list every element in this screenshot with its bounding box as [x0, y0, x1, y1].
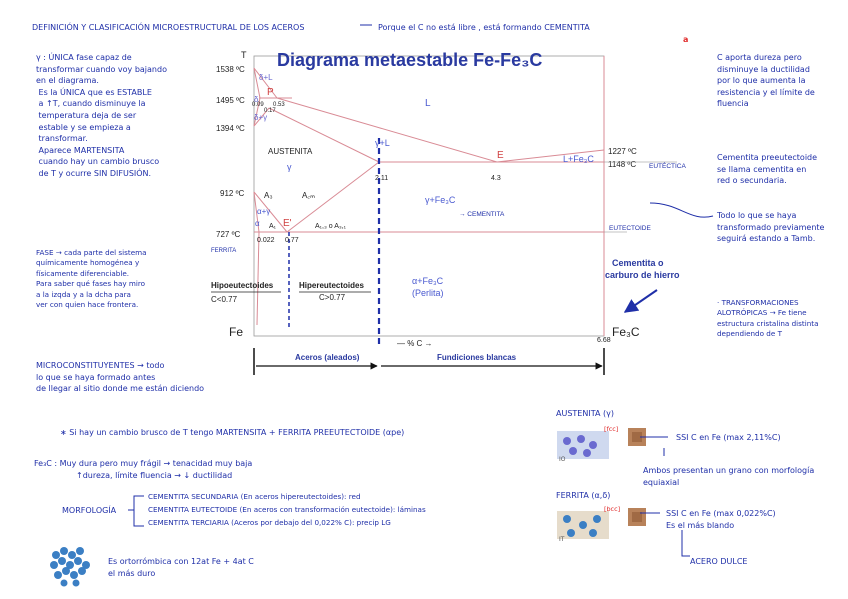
region-gamma-fe3c: γ+Fe₃C: [425, 195, 456, 205]
red-mark: a: [683, 35, 689, 44]
band-aceros: Aceros (aleados): [295, 353, 360, 362]
axis-t-label: T: [241, 50, 247, 60]
region-delta-l: δ+L: [259, 73, 273, 82]
region-delta: δ: [254, 95, 259, 104]
morfologia-1: CEMENTITA SECUNDARIA (En aceros hipereutectoides): red: [148, 492, 361, 501]
fcc-label: [fcc]: [604, 425, 619, 433]
region-l-fe3c: L+Fe₃C: [563, 154, 594, 164]
liquidus: [277, 98, 604, 162]
eutectoide-annotation: EUTECTOIDE: [609, 225, 651, 232]
fe-fe3c-diagram: [207, 30, 707, 390]
point-e-prime: E': [283, 218, 292, 229]
region-gamma: γ: [287, 162, 292, 172]
fe-label: Fe: [229, 325, 244, 339]
transformaciones-note: · TRANSFORMACIONES ALOTRÓPICAS → Fe tiene estructura cristalina distinta dependiendo de T: [717, 298, 819, 339]
region-a1: A₁: [269, 223, 277, 230]
diagram-title: Diagrama metaestable Fe-Fe₃C: [277, 50, 543, 70]
temp-727: 727 ºC: [216, 230, 241, 239]
orthorhombic-crystal-icon: [46, 545, 96, 589]
temp-1227: 1227 ºC: [608, 147, 637, 156]
band-hiper: Hipereutectoides: [299, 281, 364, 290]
svg-text:IO: IO: [559, 456, 566, 463]
acm-line: [287, 162, 379, 232]
fcc-cube-icon: [626, 426, 648, 448]
morfologia-3: CEMENTITA TERCIARIA (Aceros por debajo del 0,022% C): precip LG: [148, 518, 391, 527]
comp-017: 0.17: [264, 108, 276, 114]
morfologia-label: MORFOLOGÍA: [62, 506, 117, 515]
region-austenita: AUSTENITA: [268, 147, 313, 156]
cementita-pre-note: Cementita preeutectoide se llama cementita en red o secundaria.: [717, 153, 818, 186]
comp-43: 4.3: [491, 175, 501, 182]
band-hipo-c: C<0.77: [211, 295, 238, 304]
temp-1394: 1394 ºC: [216, 124, 245, 133]
gamma-note: γ : ÚNICA fase capaz de transformar cuando voy bajando en el diagrama. Es la ÚNICA que es ESTABLE a ↑T, cuando disminuye la temperatura deja de ser estable y se empieza a transformar. Aparece MARTENSITA cuando hay un cambio brusco de T y ocurre SIN DIFUSIÓN.: [36, 53, 167, 178]
bcc-cube-icon: [626, 506, 648, 528]
temp-1538: 1538 ºC: [216, 65, 245, 74]
morfologia-2: CEMENTITA EUTECTOIDE (En aceros con transformación eutectoide): láminas: [148, 505, 426, 514]
ferrita-crystal-label: FERRITA (α,δ): [556, 491, 611, 500]
page-heading: DEFINICIÓN Y CLASIFICACIÓN MICROESTRUCTURAL DE LOS ACEROS: [32, 23, 305, 32]
temp-1495: 1495 ºC: [216, 96, 245, 105]
fe3c-note-1: Fe₃C : Muy dura pero muy frágil → tenacidad muy baja: [34, 459, 253, 468]
region-acm: A꜀ₘ: [302, 191, 316, 200]
microconstituyentes-note: MICROCONSTITUYENTES → todo lo que se haya formado antes de llegar al sitio donde me están diciendo: [36, 361, 205, 394]
ortorrombica-note: Es ortorrómbica con 12at Fe + 4at C el más duro: [108, 557, 254, 578]
fe3c-axis-label: Fe₃C: [612, 325, 640, 339]
band-hipo: Hipoeutectoides: [211, 281, 274, 290]
temp-912: 912 ºC: [220, 189, 245, 198]
fase-note: FASE → cada parte del sistema químicamente homogénea y físicamente diferenciable. Para saber qué fases hay miro a la izqda y a la dcha para ver con quien hace frontera.: [36, 248, 147, 310]
band-fundiciones: Fundiciones blancas: [437, 353, 517, 362]
cementita-annotation: → CEMENTITA: [459, 211, 505, 218]
region-delta-gamma: δ+γ: [254, 113, 268, 122]
morfologia-bracket: [128, 492, 148, 532]
region-alpha-gamma: α+γ: [257, 207, 271, 216]
ferrita-desc: SSI C en Fe (max 0,022%C) Es el más blando: [666, 509, 776, 530]
region-perlita: (Perlita): [412, 288, 444, 298]
todo-note: Todo lo que se haya transformado previamente seguirá estando a Tamb.: [717, 211, 825, 244]
header-arrow-note: Porque el C no está libre , está formando CEMENTITA: [378, 23, 590, 32]
comp-053: 0.53: [273, 102, 285, 108]
point-p: P: [267, 87, 274, 98]
ferrita-annotation: FERRITA: [211, 248, 237, 254]
comp-077: 0.77: [285, 237, 299, 244]
region-alpha: α: [255, 219, 260, 228]
eutectica-annotation: EUTÉCTICA: [649, 163, 686, 170]
region-a3: A₃: [264, 191, 273, 200]
fe3c-note-2: ↑dureza, límite fluencia → ↓ ductilidad: [76, 471, 233, 480]
temp-1148: 1148 ºC: [608, 160, 637, 169]
bcc-label: [bcc]: [604, 505, 621, 513]
comp-668: 6.68: [597, 337, 611, 344]
region-gamma-l: γ+L: [375, 138, 390, 148]
band-hiper-c: C>0.77: [319, 293, 346, 302]
cementita-arrow: [625, 290, 657, 312]
ambos-note: Ambos presentan un grano con morfología equiaxial: [643, 466, 815, 487]
acero-dulce-note: ACERO DULCE: [690, 557, 748, 566]
cementita-o-2: carburo de hierro: [605, 270, 680, 280]
comp-0022: 0.022: [257, 237, 275, 244]
comp-211: 2.11: [375, 175, 389, 182]
point-e: E: [497, 150, 504, 161]
martensita-note: ∗ Si hay un cambio brusco de T tengo MARTENSITA + FERRITA PREEUTECTOIDE (αpe): [60, 428, 405, 437]
austenita-desc: SSI C en Fe (max 2,11%C): [676, 433, 781, 442]
axis-c-label: — % C →: [397, 339, 433, 348]
comp-009: 0.09: [252, 102, 264, 108]
c-aporta-note: C aporta dureza pero disminuye la ductilidad por lo que aumenta la resistencia y el límite de fluencia: [717, 53, 815, 109]
austenita-crystal-label: AUSTENITA (γ): [556, 409, 614, 418]
region-a13: A₁,₃ o A₃,₁: [315, 223, 347, 230]
region-alpha-fe3c: α+Fe₃C: [412, 276, 444, 286]
svg-text:IT: IT: [559, 536, 565, 543]
region-l: L: [425, 98, 431, 109]
cementita-o-1: Cementita o: [612, 258, 664, 268]
